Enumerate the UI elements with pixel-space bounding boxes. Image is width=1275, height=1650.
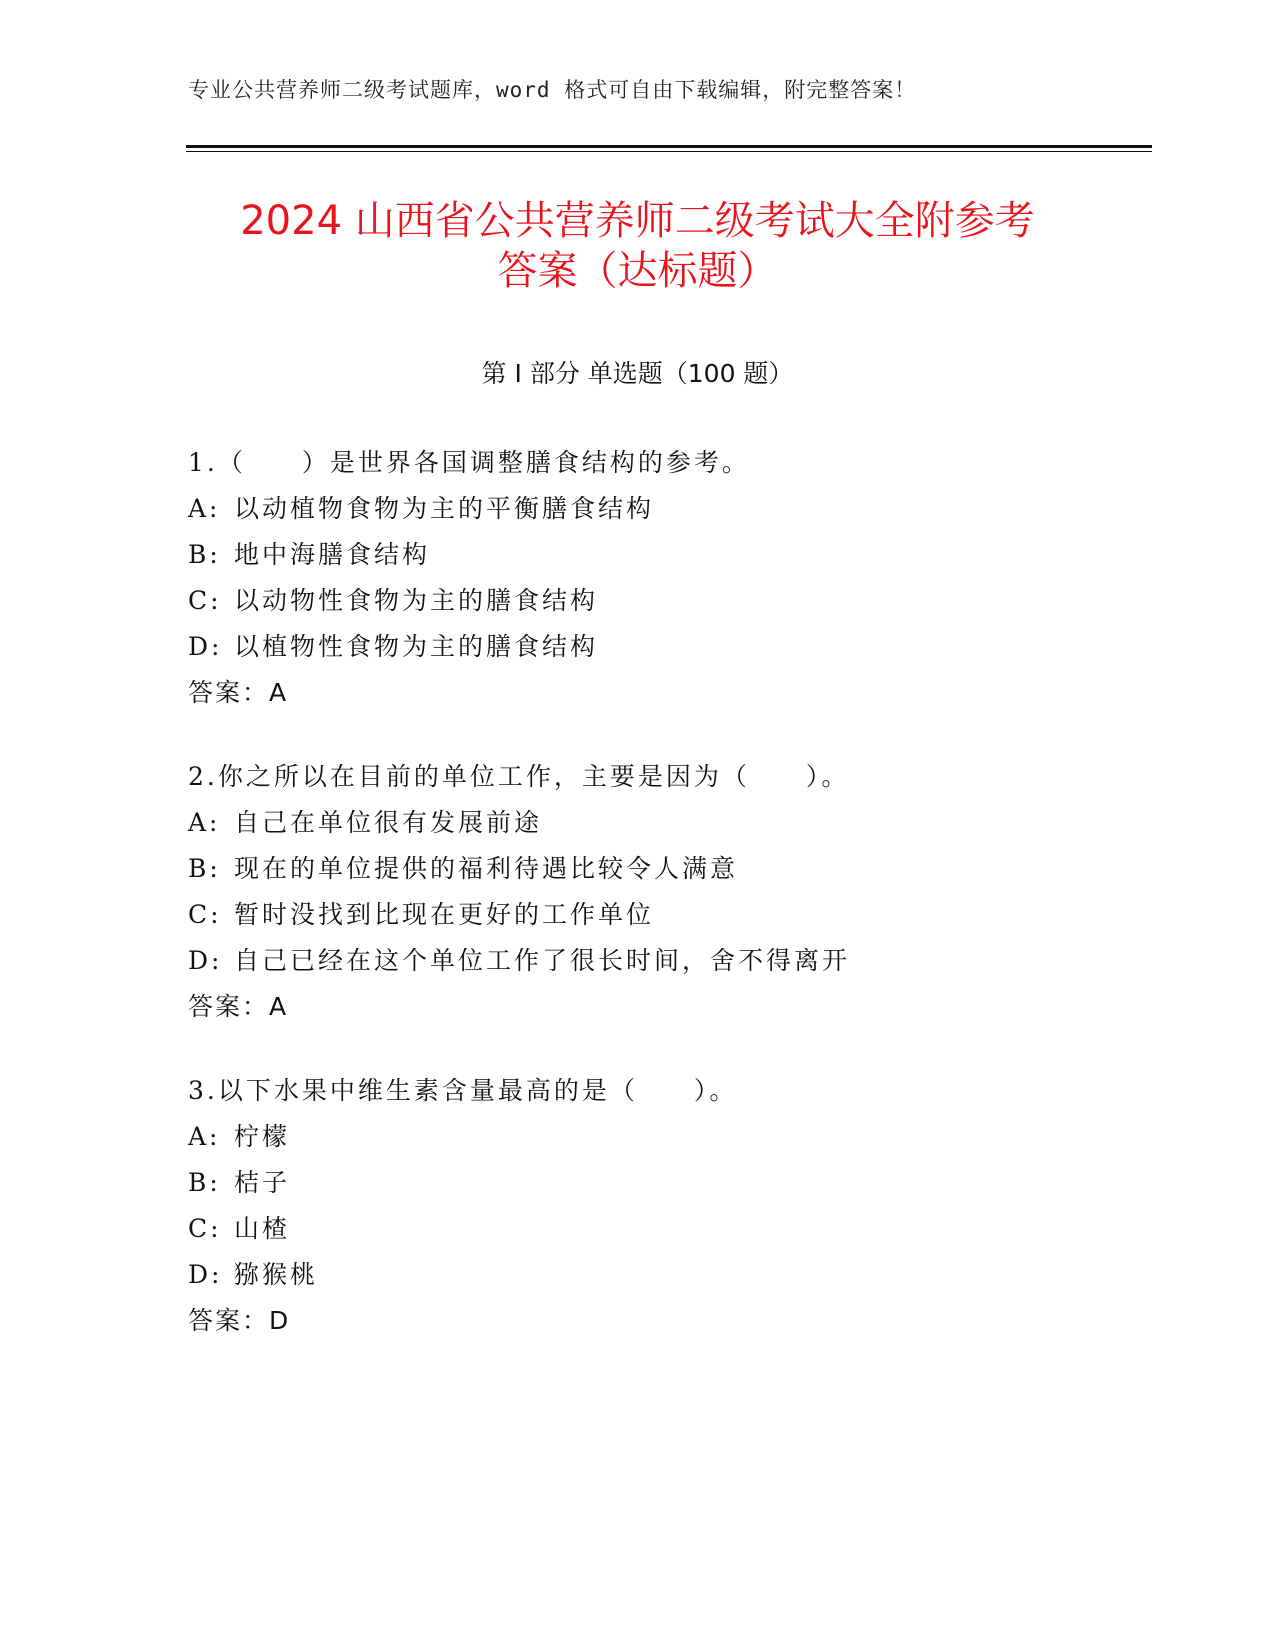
document-title-line-1: 2024 山西省公共营养师二级考试大全附参考 <box>240 198 1035 244</box>
option-letter: C: <box>188 1214 222 1243</box>
option-text: 自己已经在这个单位工作了很长时间，舍不得离开 <box>234 946 851 975</box>
option-d <box>188 938 1148 984</box>
option-letter: C: <box>188 586 222 615</box>
option-c <box>188 892 1148 938</box>
option-letter: C: <box>188 900 222 929</box>
answer-line: 答案：A <box>188 678 289 707</box>
option-letter: D: <box>188 632 223 661</box>
option-letter: A: <box>188 808 221 837</box>
section-heading: 第 I 部分 单选题（100 题） <box>481 359 794 388</box>
option-text: 暂时没找到比现在更好的工作单位 <box>234 900 655 929</box>
question-2 <box>188 754 1148 1030</box>
option-c <box>188 578 1148 624</box>
question-stem: 1.（ ）是世界各国调整膳食结构的参考。 <box>188 448 750 477</box>
option-d <box>188 624 1148 670</box>
option-b <box>188 532 1148 578</box>
header-divider <box>186 145 1152 148</box>
option-a <box>188 800 1148 846</box>
option-letter: A: <box>188 494 221 523</box>
option-text: 桔子 <box>234 1168 291 1197</box>
header-divider-thin <box>186 151 1152 152</box>
question-stem: 3.以下水果中维生素含量最高的是（ ）。 <box>188 1076 738 1105</box>
question-list <box>188 440 1148 1382</box>
question-1 <box>188 440 1148 716</box>
question-3 <box>188 1068 1148 1344</box>
answer-line: 答案：D <box>188 1306 291 1335</box>
header-note: 专业公共营养师二级考试题库，word 格式可自由下载编辑，附完整答案！ <box>188 78 917 102</box>
option-c <box>188 1206 1148 1252</box>
option-text: 以动植物食物为主的平衡膳食结构 <box>234 494 655 523</box>
option-letter: A: <box>188 1122 221 1151</box>
answer-line: 答案：A <box>188 992 289 1021</box>
option-text: 地中海膳食结构 <box>234 540 431 569</box>
option-text: 山楂 <box>234 1214 291 1243</box>
option-text: 柠檬 <box>234 1122 291 1151</box>
document-title-line-2: 答案（达标题） <box>497 248 778 294</box>
option-letter: B: <box>188 1168 221 1197</box>
option-d <box>188 1252 1148 1298</box>
option-b <box>188 1160 1148 1206</box>
option-b <box>188 846 1148 892</box>
option-letter: B: <box>188 540 221 569</box>
option-letter: D: <box>188 1260 223 1289</box>
option-text: 以植物性食物为主的膳食结构 <box>234 632 599 661</box>
option-text: 猕猴桃 <box>234 1260 319 1289</box>
option-a <box>188 1114 1148 1160</box>
option-a <box>188 486 1148 532</box>
option-letter: B: <box>188 854 221 883</box>
document-title <box>150 196 1125 296</box>
option-letter: D: <box>188 946 223 975</box>
option-text: 自己在单位很有发展前途 <box>234 808 543 837</box>
option-text: 现在的单位提供的福利待遇比较令人满意 <box>234 854 739 883</box>
option-text: 以动物性食物为主的膳食结构 <box>234 586 599 615</box>
question-stem: 2.你之所以在目前的单位工作，主要是因为（ ）。 <box>188 762 850 791</box>
